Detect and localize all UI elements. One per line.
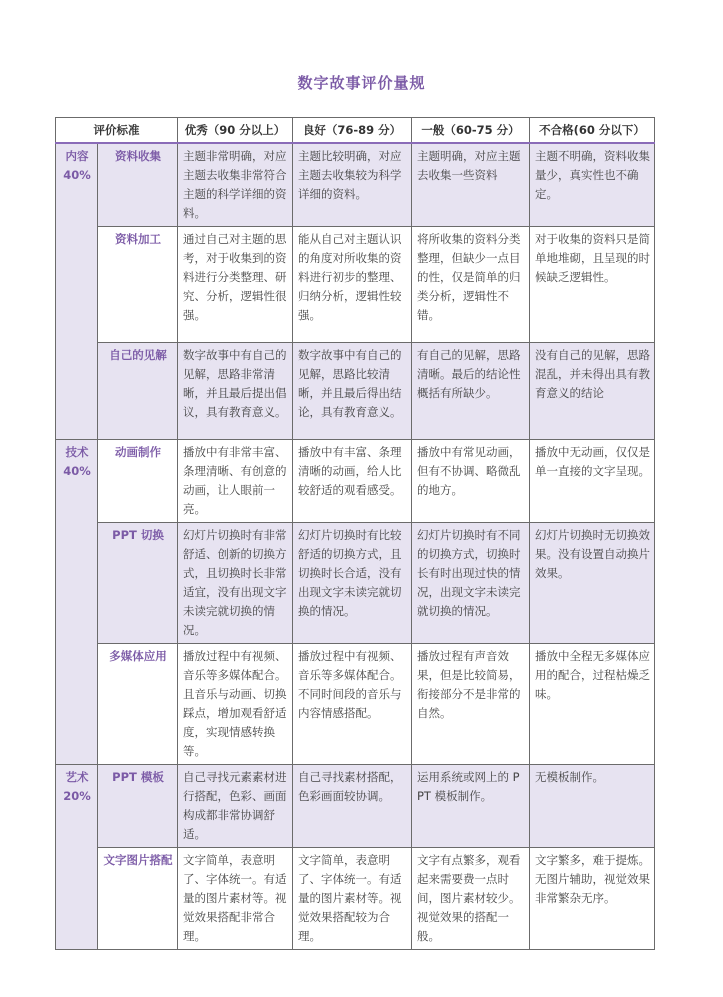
cell-excellent: 播放中有非常丰富、条理清晰、有创意的动画，让人眼前一亮。 [178, 440, 293, 523]
criterion-cell: 动画制作 [98, 440, 178, 523]
criterion-cell: 多媒体应用 [98, 644, 178, 765]
cell-average: 有自己的见解，思路清晰。最后的结论性概括有所缺少。 [412, 343, 530, 440]
cell-good: 自己寻找素材搭配，色彩画面较协调。 [293, 765, 412, 848]
cell-failing: 播放中全程无多媒体应用的配合，过程枯燥乏味。 [530, 644, 655, 765]
table-header-row [56, 118, 655, 144]
table-row [56, 143, 655, 227]
cell-average: 运用系统或网上的 PPT 模板制作。 [412, 765, 530, 848]
cell-failing: 对于收集的资料只是简单地堆砌，且呈现的时候缺乏逻辑性。 [530, 227, 655, 343]
header-failing: 不合格(60 分以下） [530, 118, 655, 144]
cell-excellent: 通过自己对主题的思考，对于收集到的资料进行分类整理、研究、分析，逻辑性很强。 [178, 227, 293, 343]
cell-excellent: 主题非常明确，对应主题去收集非常符合主题的科学详细的资料。 [178, 143, 293, 227]
cell-excellent: 自己寻找元素素材进行搭配，色彩、画面构成都非常协调舒适。 [178, 765, 293, 848]
criterion-cell: PPT 切换 [98, 523, 178, 644]
cell-average: 主题明确，对应主题去收集一些资料 [412, 143, 530, 227]
dimension-cell [56, 143, 98, 440]
cell-failing: 文字繁多，难于提炼。无图片辅助，视觉效果非常繁杂无序。 [530, 848, 655, 950]
cell-failing: 主题不明确，资料收集量少，真实性也不确定。 [530, 143, 655, 227]
criterion-cell: PPT 模板 [98, 765, 178, 848]
dimension-cell [56, 440, 98, 765]
cell-failing: 幻灯片切换时无切换效果。没有设置自动换片效果。 [530, 523, 655, 644]
dimension-label: 艺术 [65, 770, 89, 784]
header-excellent: 优秀（90 分以上） [178, 118, 293, 144]
cell-failing: 无模板制作。 [530, 765, 655, 848]
table-row [56, 227, 655, 343]
dimension-weight: 20% [63, 789, 91, 803]
cell-good: 播放过程中有视频、音乐等多媒体配合。不同时间段的音乐与内容情感搭配。 [293, 644, 412, 765]
header-average: 一般（60-75 分） [412, 118, 530, 144]
cell-good: 文字简单，表意明了、字体统一。有适量的图片素材等。视觉效果搭配较为合理。 [293, 848, 412, 950]
cell-excellent: 文字简单，表意明了、字体统一。有适量的图片素材等。视觉效果搭配非常合理。 [178, 848, 293, 950]
cell-good: 播放中有丰富、条理清晰的动画，给人比较舒适的观看感受。 [293, 440, 412, 523]
cell-excellent: 幻灯片切换时有非常舒适、创新的切换方式，且切换时长非常适宜，没有出现文字未读完就切换的情况。 [178, 523, 293, 644]
dimension-cell [56, 765, 98, 950]
cell-average: 幻灯片切换时有不同的切换方式，切换时长有时出现过快的情况，出现文字未读完就切换的情况。 [412, 523, 530, 644]
cell-average: 文字有点繁多，观看起来需要费一点时间，图片素材较少。视觉效果的搭配一般。 [412, 848, 530, 950]
cell-failing: 播放中无动画，仅仅是单一直接的文字呈现。 [530, 440, 655, 523]
cell-excellent: 数字故事中有自己的见解，思路非常清晰，并且最后提出倡议，具有教育意义。 [178, 343, 293, 440]
criterion-cell: 资料加工 [98, 227, 178, 343]
cell-excellent: 播放过程中有视频、音乐等多媒体配合。且音乐与动画、切换踩点，增加观看舒适度，实现情感转换等。 [178, 644, 293, 765]
header-good: 良好（76-89 分） [293, 118, 412, 144]
cell-average: 播放中有常见动画，但有不协调、略微乱的地方。 [412, 440, 530, 523]
table-row [56, 765, 655, 848]
cell-good: 主题比较明确，对应主题去收集较为科学详细的资料。 [293, 143, 412, 227]
table-row [56, 440, 655, 523]
criterion-cell: 自己的见解 [98, 343, 178, 440]
dimension-weight: 40% [63, 168, 91, 182]
table-row [56, 848, 655, 950]
rubric-table [55, 117, 655, 950]
dimension-label: 内容 [65, 149, 89, 163]
cell-failing: 没有自己的见解，思路混乱，并未得出具有教育意义的结论 [530, 343, 655, 440]
header-criteria: 评价标准 [56, 118, 178, 144]
criterion-cell: 文字图片搭配 [98, 848, 178, 950]
dimension-weight: 40% [63, 464, 91, 478]
dimension-label: 技术 [65, 445, 89, 459]
criterion-cell: 资料收集 [98, 143, 178, 227]
cell-good: 数字故事中有自己的见解，思路比较清晰，并且最后得出结论，具有教育意义。 [293, 343, 412, 440]
table-row [56, 644, 655, 765]
cell-good: 幻灯片切换时有比较舒适的切换方式，且切换时长合适，没有出现文字未读完就切换的情况。 [293, 523, 412, 644]
table-row [56, 523, 655, 644]
cell-average: 播放过程有声音效果，但是比较简易，衔接部分不是非常的自然。 [412, 644, 530, 765]
cell-good: 能从自己对主题认识的角度对所收集的资料进行初步的整理、归纳分析，逻辑性较强。 [293, 227, 412, 343]
table-row [56, 343, 655, 440]
cell-average: 将所收集的资料分类整理，但缺少一点目的性，仅是简单的归类分析，逻辑性不错。 [412, 227, 530, 343]
page-title: 数字故事评价量规 [297, 74, 426, 92]
